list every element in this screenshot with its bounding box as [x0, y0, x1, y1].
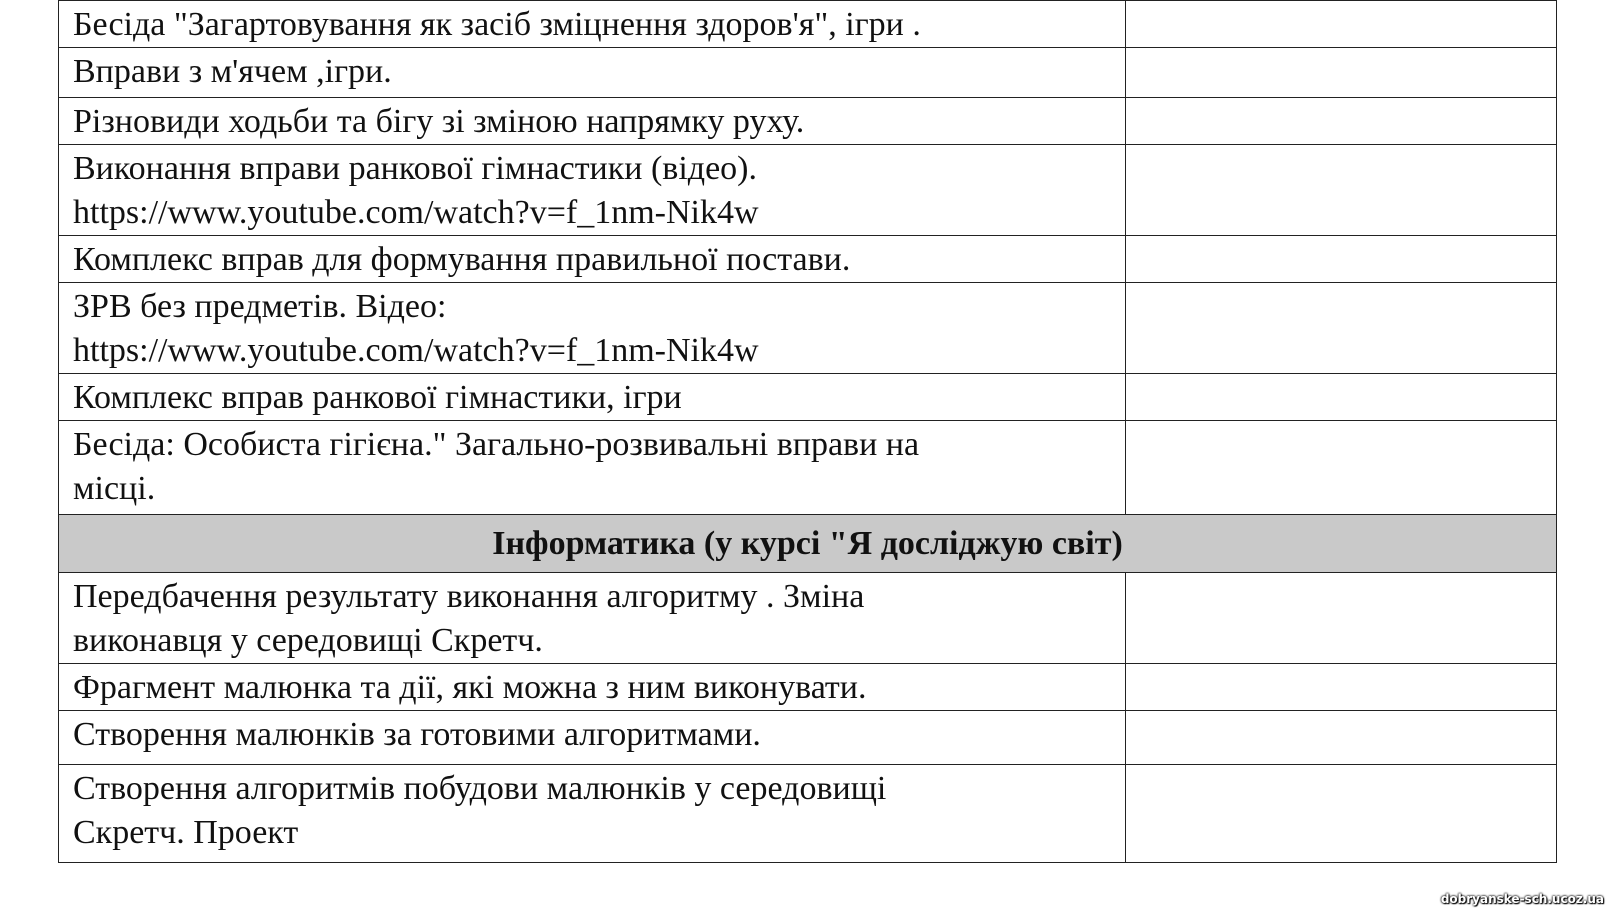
topic-cell: Створення алгоритмів побудови малюнків у середовищі Скретч. Проект: [59, 765, 1126, 863]
empty-cell: [1126, 145, 1557, 236]
table-row: [59, 98, 1557, 145]
table-row: [59, 145, 1557, 236]
empty-cell: [1126, 48, 1557, 98]
table-row: [59, 711, 1557, 765]
topic-cell: Виконання вправи ранкової гімнастики (відео). https://www.youtube.com/watch?v=f_1nm-Nik4w: [59, 145, 1126, 236]
topic-cell: Комплекс вправ для формування правильної постави.: [59, 236, 1126, 283]
empty-cell: [1126, 765, 1557, 863]
empty-cell: [1126, 711, 1557, 765]
lesson-plan-table: [58, 0, 1557, 863]
table-row: [59, 664, 1557, 711]
empty-cell: [1126, 421, 1557, 515]
table-row: [59, 573, 1557, 664]
table-row: [59, 236, 1557, 283]
topic-cell: Передбачення результату виконання алгоритму . Зміна виконавця у середовищі Скретч.: [59, 573, 1126, 664]
section-title: Інформатика (у курсі "Я досліджую світ): [59, 515, 1557, 573]
empty-cell: [1126, 283, 1557, 374]
topic-cell: Вправи з м'ячем ,ігри.: [59, 48, 1126, 98]
topic-cell: Бесіда: Особиста гігієна." Загально-розвивальні вправи на місці.: [59, 421, 1126, 515]
empty-cell: [1126, 236, 1557, 283]
empty-cell: [1126, 98, 1557, 145]
empty-cell: [1126, 374, 1557, 421]
topic-cell: Комплекс вправ ранкової гімнастики, ігри: [59, 374, 1126, 421]
topic-cell: Фрагмент малюнка та дії, які можна з ним виконувати.: [59, 664, 1126, 711]
table-row: [59, 374, 1557, 421]
section-header-row: [59, 515, 1557, 573]
topic-cell: Створення малюнків за готовими алгоритмами.: [59, 711, 1126, 765]
topic-cell: Різновиди ходьби та бігу зі зміною напрямку руху.: [59, 98, 1126, 145]
topic-cell: Бесіда "Загартовування як засіб зміцнення здоров'я", ігри .: [59, 1, 1126, 48]
table-row: [59, 283, 1557, 374]
table-row: [59, 765, 1557, 863]
site-watermark: dobryanske-sch.ucoz.ua: [1440, 892, 1604, 906]
table-row: [59, 1, 1557, 48]
table-row: [59, 421, 1557, 515]
empty-cell: [1126, 573, 1557, 664]
empty-cell: [1126, 1, 1557, 48]
empty-cell: [1126, 664, 1557, 711]
table-row: [59, 48, 1557, 98]
topic-cell: ЗРВ без предметів. Відео: https://www.youtube.com/watch?v=f_1nm-Nik4w: [59, 283, 1126, 374]
